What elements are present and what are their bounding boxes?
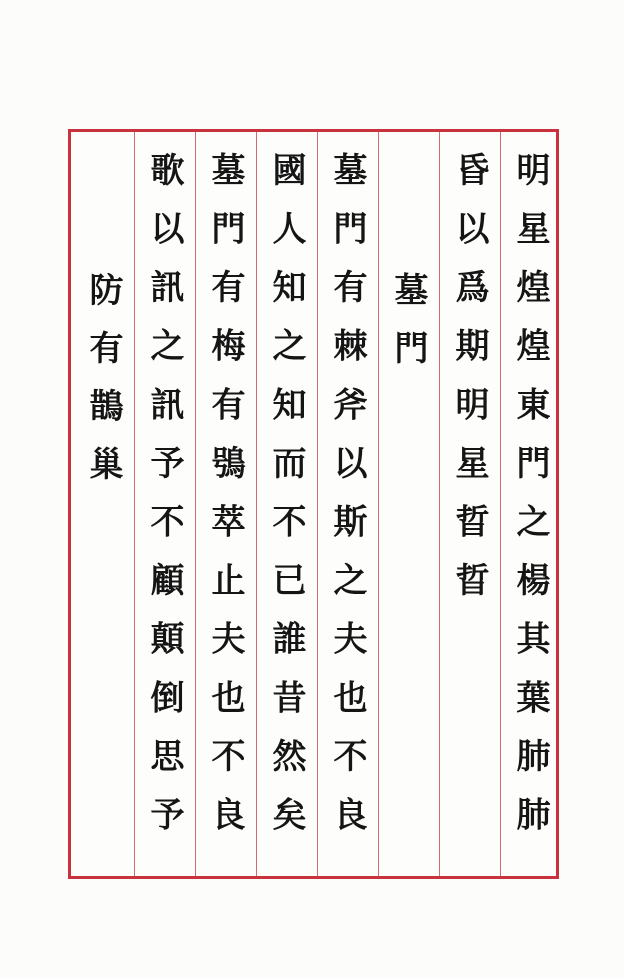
poem-title: 墓門 bbox=[388, 272, 428, 388]
text-column-7 bbox=[134, 132, 194, 876]
text-column-2 bbox=[439, 132, 499, 876]
text-column-5 bbox=[256, 132, 316, 876]
text-column-4 bbox=[317, 132, 377, 876]
column-text: 國人知之知而不已誰昔然矣 bbox=[266, 152, 306, 856]
next-poem-title-column bbox=[73, 132, 133, 876]
column-text: 明星煌煌東門之楊其葉肺肺 bbox=[510, 152, 550, 856]
text-column-6 bbox=[195, 132, 255, 876]
column-text: 墓門有梅有鴞萃止夫也不良 bbox=[205, 152, 245, 856]
next-poem-title: 防有鵲巢 bbox=[83, 272, 123, 504]
text-column-1 bbox=[500, 132, 560, 876]
manuscript-sheet bbox=[68, 129, 559, 879]
column-text: 墓門有棘斧以斯之夫也不良 bbox=[327, 152, 367, 856]
poem-title-column bbox=[378, 132, 438, 876]
column-text: 昏以爲期明星晢晢 bbox=[449, 152, 489, 621]
column-text: 歌以訊之訊予不顧顛倒思予 bbox=[144, 152, 184, 856]
